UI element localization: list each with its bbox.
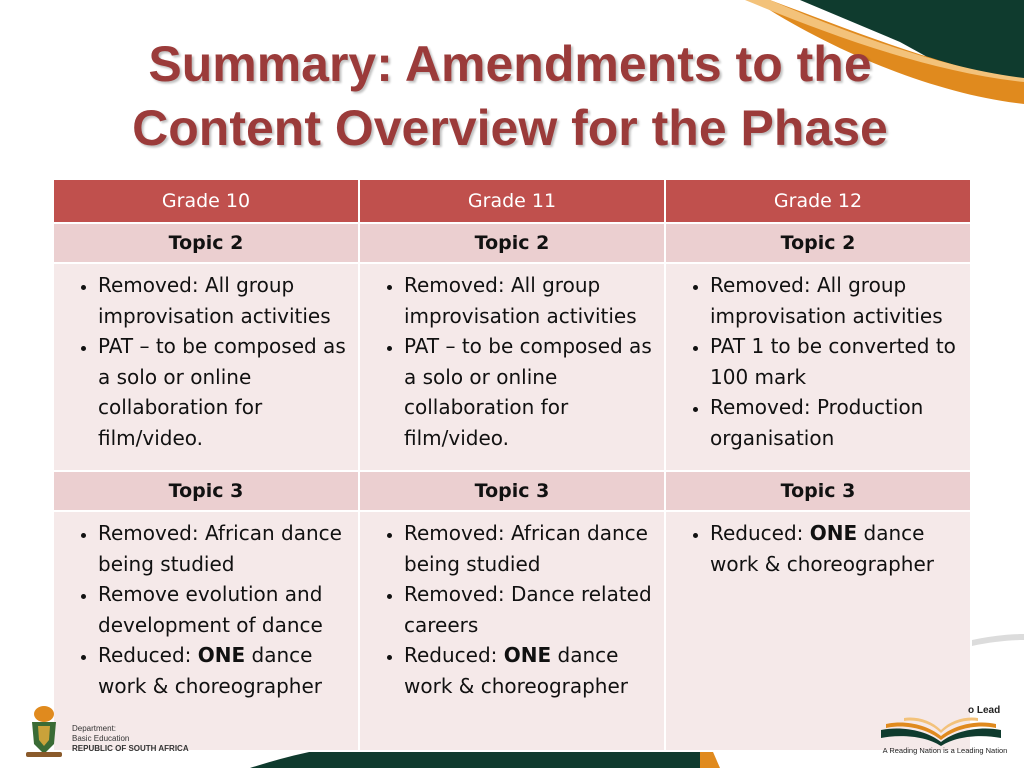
list-item: • Removed: Dance related careers [404,579,658,640]
open-book-logo [876,712,1006,746]
list-item [710,518,964,579]
list-item: • Removed: All group improvisation activities [98,270,352,331]
dept-line-1: Department: [72,724,117,733]
list-item: • Removed: African dance being studied [98,518,352,579]
bullet-list [366,270,658,453]
column-header-grade-11: Grade 11 [359,179,665,223]
amendments-table [52,178,972,752]
topic-2-row [53,223,971,263]
dept-line-2: Basic Education [72,734,130,743]
topic-2-label: Topic 2 [53,223,359,263]
page-title [60,32,960,160]
topic-3-label: Topic 3 [359,471,665,511]
bottom-right-gray-swoosh [972,634,1024,646]
grade-11-topic-3-cell [359,511,665,751]
topic-3-content-row [53,511,971,751]
list-item: • PAT – to be composed as a solo or online collaboration for film/video. [98,331,352,453]
bullet-list [60,270,352,453]
topic-3-row [53,471,971,511]
emphasis-text: ONE [503,643,552,667]
list-item [404,640,658,701]
bullet-list [366,518,658,701]
topic-3-label: Topic 3 [665,471,971,511]
tagline: A Reading Nation is a Leading Nation [882,746,1008,755]
coat-of-arms-logo [20,700,68,760]
topic-2-label: Topic 2 [665,223,971,263]
grade-12-topic-2-cell [665,263,971,471]
item-text: Reduced: [98,643,198,667]
item-text: dance work & choreographer [98,643,323,698]
header-row [53,179,971,223]
list-item: • Removed: Production organisation [710,392,964,453]
list-item: • PAT 1 to be converted to 100 mark [710,331,964,392]
item-text: dance work & choreographer [404,643,629,698]
list-item: • PAT – to be composed as a solo or online collaboration for film/video. [404,331,658,453]
column-header-grade-12: Grade 12 [665,179,971,223]
dept-line-3: REPUBLIC OF SOUTH AFRICA [72,744,189,753]
grade-10-topic-3-cell [53,511,359,751]
slogan-fragment: o Lead [968,705,1001,716]
bullet-list [672,270,964,453]
title-line-2: Content Overview for the Phase [132,100,888,156]
emphasis-text: ONE [197,643,246,667]
grade-11-topic-2-cell [359,263,665,471]
list-item [98,640,352,701]
grade-10-topic-2-cell [53,263,359,471]
list-item: • Remove evolution and development of dance [98,579,352,640]
list-item: • Removed: All group improvisation activities [710,270,964,331]
bullet-list [60,518,352,701]
item-text: Reduced: [710,521,810,545]
title-line-1: Summary: Amendments to the [148,36,872,92]
bullet-list [672,518,964,579]
list-item: • Removed: All group improvisation activities [404,270,658,331]
department-label [72,724,189,754]
item-text: Reduced: [404,643,504,667]
emphasis-text: ONE [809,521,858,545]
topic-3-label: Topic 3 [53,471,359,511]
topic-2-content-row [53,263,971,471]
column-header-grade-10: Grade 10 [53,179,359,223]
topic-2-label: Topic 2 [359,223,665,263]
list-item: • Removed: African dance being studied [404,518,658,579]
item-text: dance work & choreographer [710,521,935,576]
